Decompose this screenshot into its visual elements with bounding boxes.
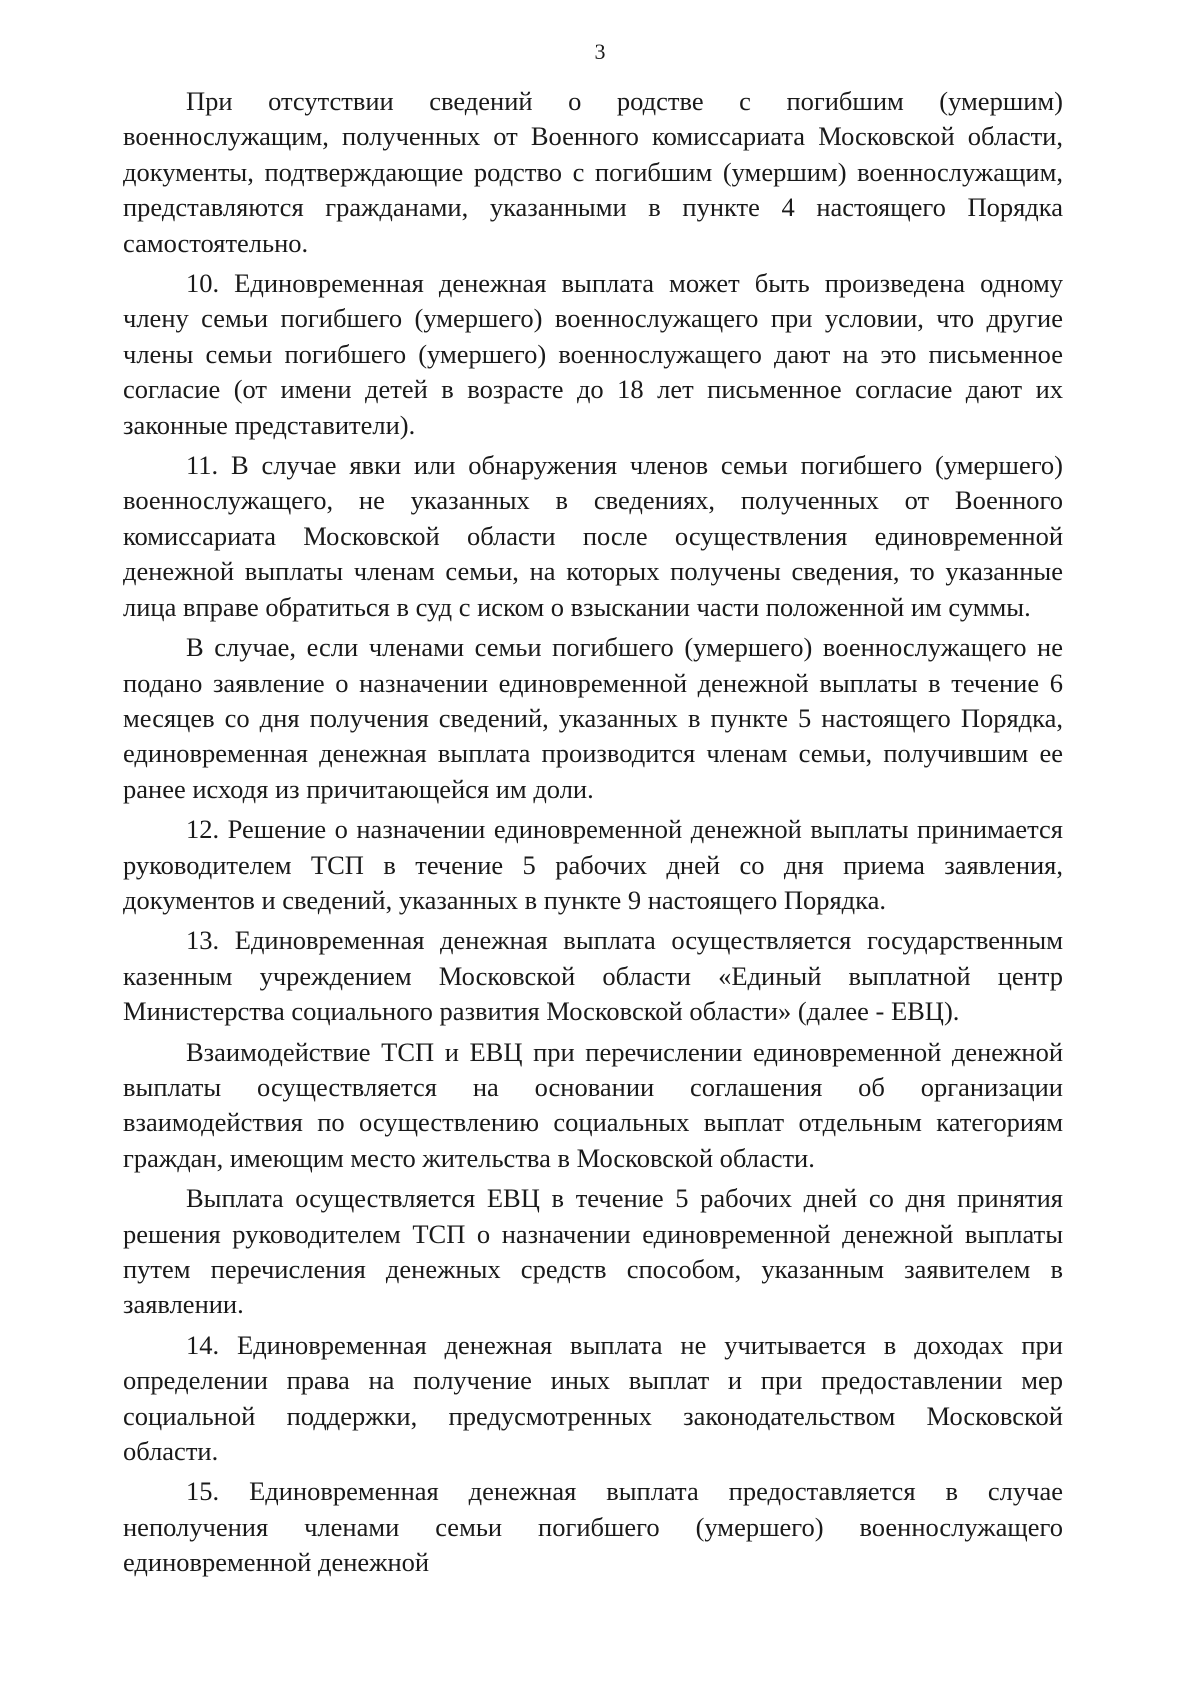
paragraph-12: 12. Решение о назначении единовременной денежной выплаты принимается руководителем ТСП в течение 5 рабочих дней со дня приема заявления, документов и сведений, указанных в пункте 9 настоящего Порядка. [123,814,1063,915]
paragraph-13-interaction: Взаимодействие ТСП и ЕВЦ при перечислении единовременной денежной выплаты осуществляется на основании соглашения об организации взаимодействия по осуществлению социальных выплат отдельным категориям граждан, имеющим место жительства в Московской области. [123,1036,1063,1173]
paragraph-11-continued: В случае, если членами семьи погибшего (умершего) военнослужащего не подано заявление о назначении единовременной денежной выплаты в течение 6 месяцев со дня получения сведений, указанных в пункте 5 настоящего Порядка, единовременная денежная выплата производится членам семьи, получившим ее ранее исходя из причитающейся им доли. [123,632,1063,804]
paragraph-absence-of-kinship-info: При отсутствии сведений о родстве с погибшим (умершим) военнослужащим, полученных от Военного комиссариата Московской области, документы, подтверждающие родство с погибшим (умершим) военнослужащим, представляются гражданами, указанными в пункте 4 настоящего Порядка самостоятельно. [123,86,1063,258]
page-number: 3 [594,39,606,64]
paragraph-10: 10. Единовременная денежная выплата может быть произведена одному члену семьи погибшего (умершего) военнослужащего при условии, что другие члены семьи погибшего (умершего) военнослужащего дают на это письменное согласие (от имени детей в возрасте до 18 лет письменное согласие дают их законные представители). [123,268,1063,440]
paragraph-15: 15. Единовременная денежная выплата предоставляется в случае неполучения членами семьи погибшего (умершего) военнослужащего единовременной денежной [123,1476,1063,1578]
paragraph-11: 11. В случае явки или обнаружения членов семьи погибшего (умершего) военнослужащего, не указанных в сведениях, полученных от Военного комиссариата Московской области после осуществления единовременной денежной выплаты членам семьи, на которых получены сведения, то указанные лица вправе обратиться в суд с иском о взыскании части положенной им суммы. [123,450,1063,622]
paragraph-14: 14. Единовременная денежная выплата не учитывается в доходах при определении права на получение иных выплат и при предоставлении мер социальной поддержки, предусмотренных законодательством Московской области. [123,1329,1063,1467]
paragraph-13: 13. Единовременная денежная выплата осуществляется государственным казенным учреждением Московской области «Единый выплатной центр Министерства социального развития Московской области» (далее - ЕВЦ). [123,925,1063,1027]
paragraph-13-payment: Выплата осуществляется ЕВЦ в течение 5 рабочих дней со дня принятия решения руководителем ТСП о назначении единовременной денежной выплаты путем перечисления денежных средств способом, указанным заявителем в заявлении. [123,1183,1063,1320]
document-body [123,84,1063,1586]
